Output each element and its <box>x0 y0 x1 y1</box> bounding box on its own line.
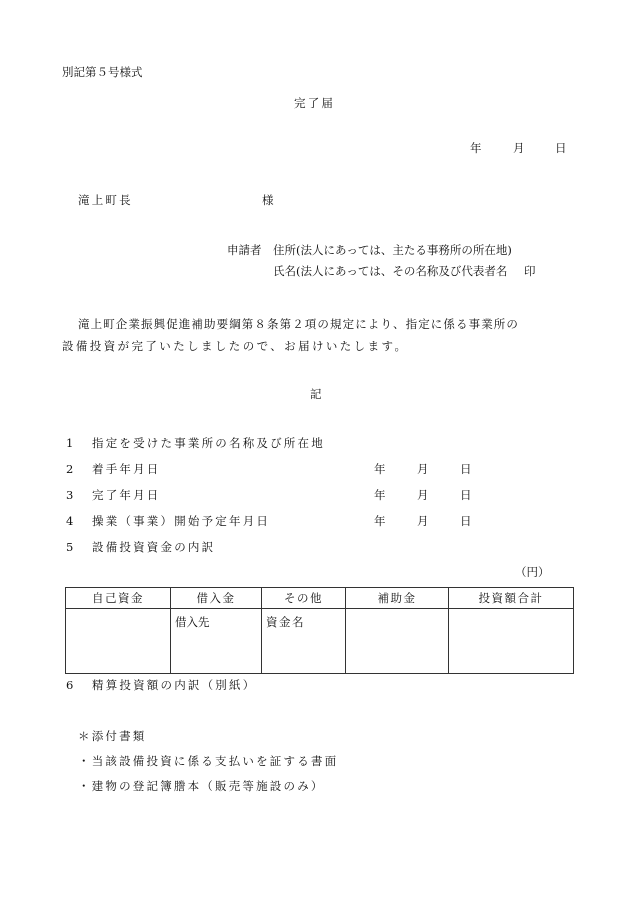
item-date-year: 年 <box>374 488 386 502</box>
addressee-honorific: 様 <box>262 193 274 207</box>
item-date-year: 年 <box>374 514 386 528</box>
item-date-day: 日 <box>460 488 472 502</box>
date-year: 年 <box>470 141 482 155</box>
cell-fund-name: 資金名 <box>262 609 346 674</box>
attachments-heading: ＊添付書類 <box>78 729 147 743</box>
header-borrowings: 借入金 <box>171 588 262 609</box>
unit-label: （円） <box>515 565 550 579</box>
item-label: 完了年月日 <box>92 488 161 502</box>
table-header-row <box>66 588 574 609</box>
form-id: 別記第５号様式 <box>62 65 143 79</box>
header-subsidy: 補助金 <box>346 588 449 609</box>
date-month: 月 <box>513 141 525 155</box>
applicant-label: 申請者 <box>227 243 262 257</box>
date-day: 日 <box>555 141 567 155</box>
cell-lender: 借入先 <box>171 609 262 674</box>
header-self-funds: 自己資金 <box>66 588 171 609</box>
item-date-year: 年 <box>374 462 386 476</box>
header-other: その他 <box>262 588 346 609</box>
item-label: 設備投資資金の内訳 <box>92 540 216 554</box>
cell-self-funds <box>66 609 171 674</box>
applicant-address: 住所(法人にあっては、主たる事務所の所在地) <box>273 243 512 257</box>
body-line-1: 滝上町企業振興促進補助要綱第８条第２項の規定により、指定に係る事業所の <box>78 317 519 331</box>
header-total-investment: 投資額合計 <box>449 588 574 609</box>
ki-heading: 記 <box>310 387 322 401</box>
item-date-month: 月 <box>417 514 429 528</box>
item-date-day: 日 <box>460 462 472 476</box>
item-number: 1 <box>66 436 74 450</box>
item-date-month: 月 <box>417 488 429 502</box>
item-label: 操業（事業）開始予定年月日 <box>92 514 271 528</box>
item-number: 3 <box>66 488 74 502</box>
item-date-day: 日 <box>460 514 472 528</box>
investment-breakdown-table <box>65 587 574 674</box>
page-title: 完了届 <box>294 96 336 110</box>
attachment-item-1: ・当該設備投資に係る支払いを証する書面 <box>78 754 339 768</box>
attachment-item-2: ・建物の登記簿謄本（販売等施設のみ） <box>78 779 325 793</box>
item-label: 指定を受けた事業所の名称及び所在地 <box>92 436 325 450</box>
cell-subsidy <box>346 609 449 674</box>
table-row <box>66 609 574 674</box>
cell-total-investment <box>449 609 574 674</box>
item-label: 精算投資額の内訳（別紙） <box>92 678 257 692</box>
addressee-name: 滝上町長 <box>78 193 133 207</box>
item-number: 6 <box>66 678 74 692</box>
item-number: 2 <box>66 462 74 476</box>
item-date-month: 月 <box>417 462 429 476</box>
body-line-2: 設備投資が完了いたしましたので、お届けいたします。 <box>62 339 409 353</box>
item-number: 4 <box>66 514 74 528</box>
applicant-name: 氏名(法人にあっては、その名称及び代表者名 <box>273 264 508 278</box>
item-number: 5 <box>66 540 74 554</box>
item-label: 着手年月日 <box>92 462 161 476</box>
applicant-seal: 印 <box>524 264 536 278</box>
